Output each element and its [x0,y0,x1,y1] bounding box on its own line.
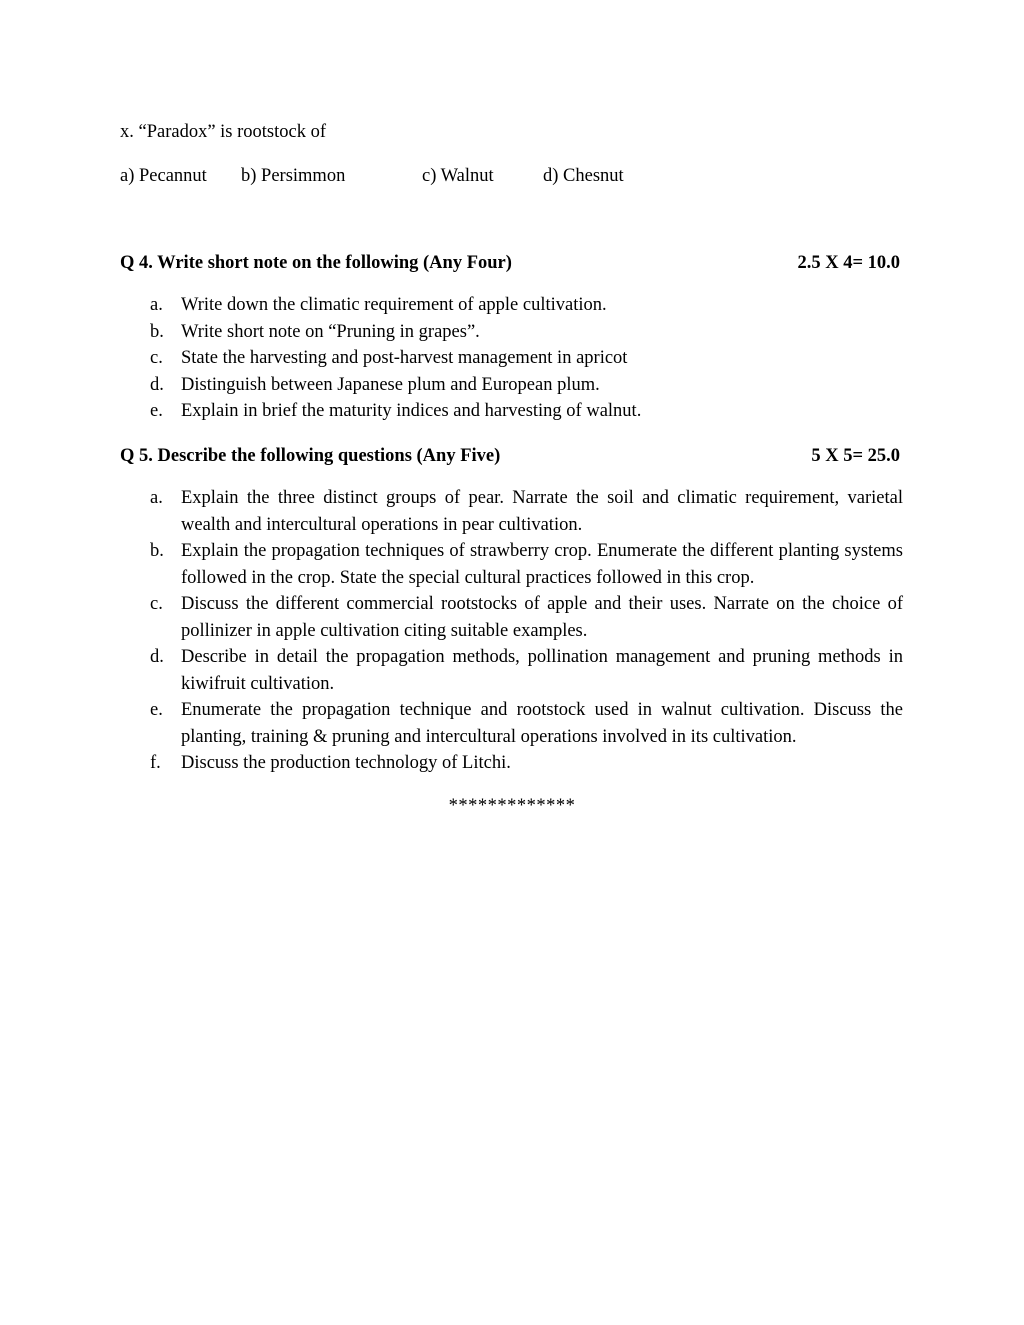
list-item-text: Discuss the different commercial rootstocks of apple and their uses. Narrate on the choice of pollinizer in apple cultivation citing suitable examples. [181,594,903,641]
list-marker: e. [150,401,163,421]
mcq-option-a: a) Pecannut [120,166,207,186]
q5-item-c [150,591,903,644]
q4-item-d [150,372,903,399]
q5-list [150,485,903,777]
q4-item-a [150,292,903,319]
list-marker: b. [150,321,164,342]
q4-title: Q 4. Write short note on the following (Any Four) [120,253,512,273]
q5-item-a [150,485,903,538]
end-of-paper-marker: ************* [448,796,576,816]
list-item-text: State the harvesting and post-harvest management in apricot [181,348,628,368]
mcq-option-d: d) Chesnut [543,166,624,186]
q4-item-e [150,398,903,425]
list-item-text: Write short note on “Pruning in grapes”. [181,321,480,342]
list-item-text: Distinguish between Japanese plum and European plum. [181,374,600,395]
mcq-option-b: b) Persimmon [241,166,346,186]
list-marker: b. [150,541,164,561]
list-item-text: Describe in detail the propagation methods, pollination management and pruning methods in kiwifruit cultivation. [181,647,903,694]
list-marker: a. [150,295,163,315]
q5-item-f [150,750,903,777]
list-item-text: Explain the three distinct groups of pear. Narrate the soil and climatic requirement, varietal wealth and intercultural operations in pear cultivation. [181,488,903,535]
q5-title: Q 5. Describe the following questions (Any Five) [120,446,501,466]
list-item-text: Explain in brief the maturity indices and harvesting of walnut. [181,401,642,421]
q4-item-c [150,345,903,372]
list-marker: a. [150,488,163,508]
q4-item-b [150,319,903,346]
mcq-question-stem: x. “Paradox” is rootstock of [120,122,327,142]
q4-marks: 2.5 X 4= 10.0 [797,253,900,273]
list-marker: c. [150,594,163,614]
q4-list [150,292,903,425]
list-marker: c. [150,348,163,368]
list-item-text: Explain the propagation techniques of strawberry crop. Enumerate the different planting systems followed in the crop. State the special cultural practices followed in this crop. [181,541,903,588]
list-marker: f. [150,753,161,773]
q5-heading [120,444,900,468]
list-item-text: Write down the climatic requirement of apple cultivation. [181,295,607,315]
q5-item-d [150,644,903,697]
q5-item-e [150,697,903,750]
mcq-options [120,164,720,188]
list-marker: d. [150,374,164,395]
list-marker: e. [150,700,163,720]
q5-marks: 5 X 5= 25.0 [811,446,900,466]
q4-heading [120,251,900,275]
list-item-text: Discuss the production technology of Litchi. [181,753,511,773]
list-item-text: Enumerate the propagation technique and rootstock used in walnut cultivation. Discuss the planting, training & pruning and intercultural operations involved in its cultivation. [181,700,903,747]
list-marker: d. [150,647,164,667]
mcq-option-c: c) Walnut [422,166,494,186]
q5-item-b [150,538,903,591]
